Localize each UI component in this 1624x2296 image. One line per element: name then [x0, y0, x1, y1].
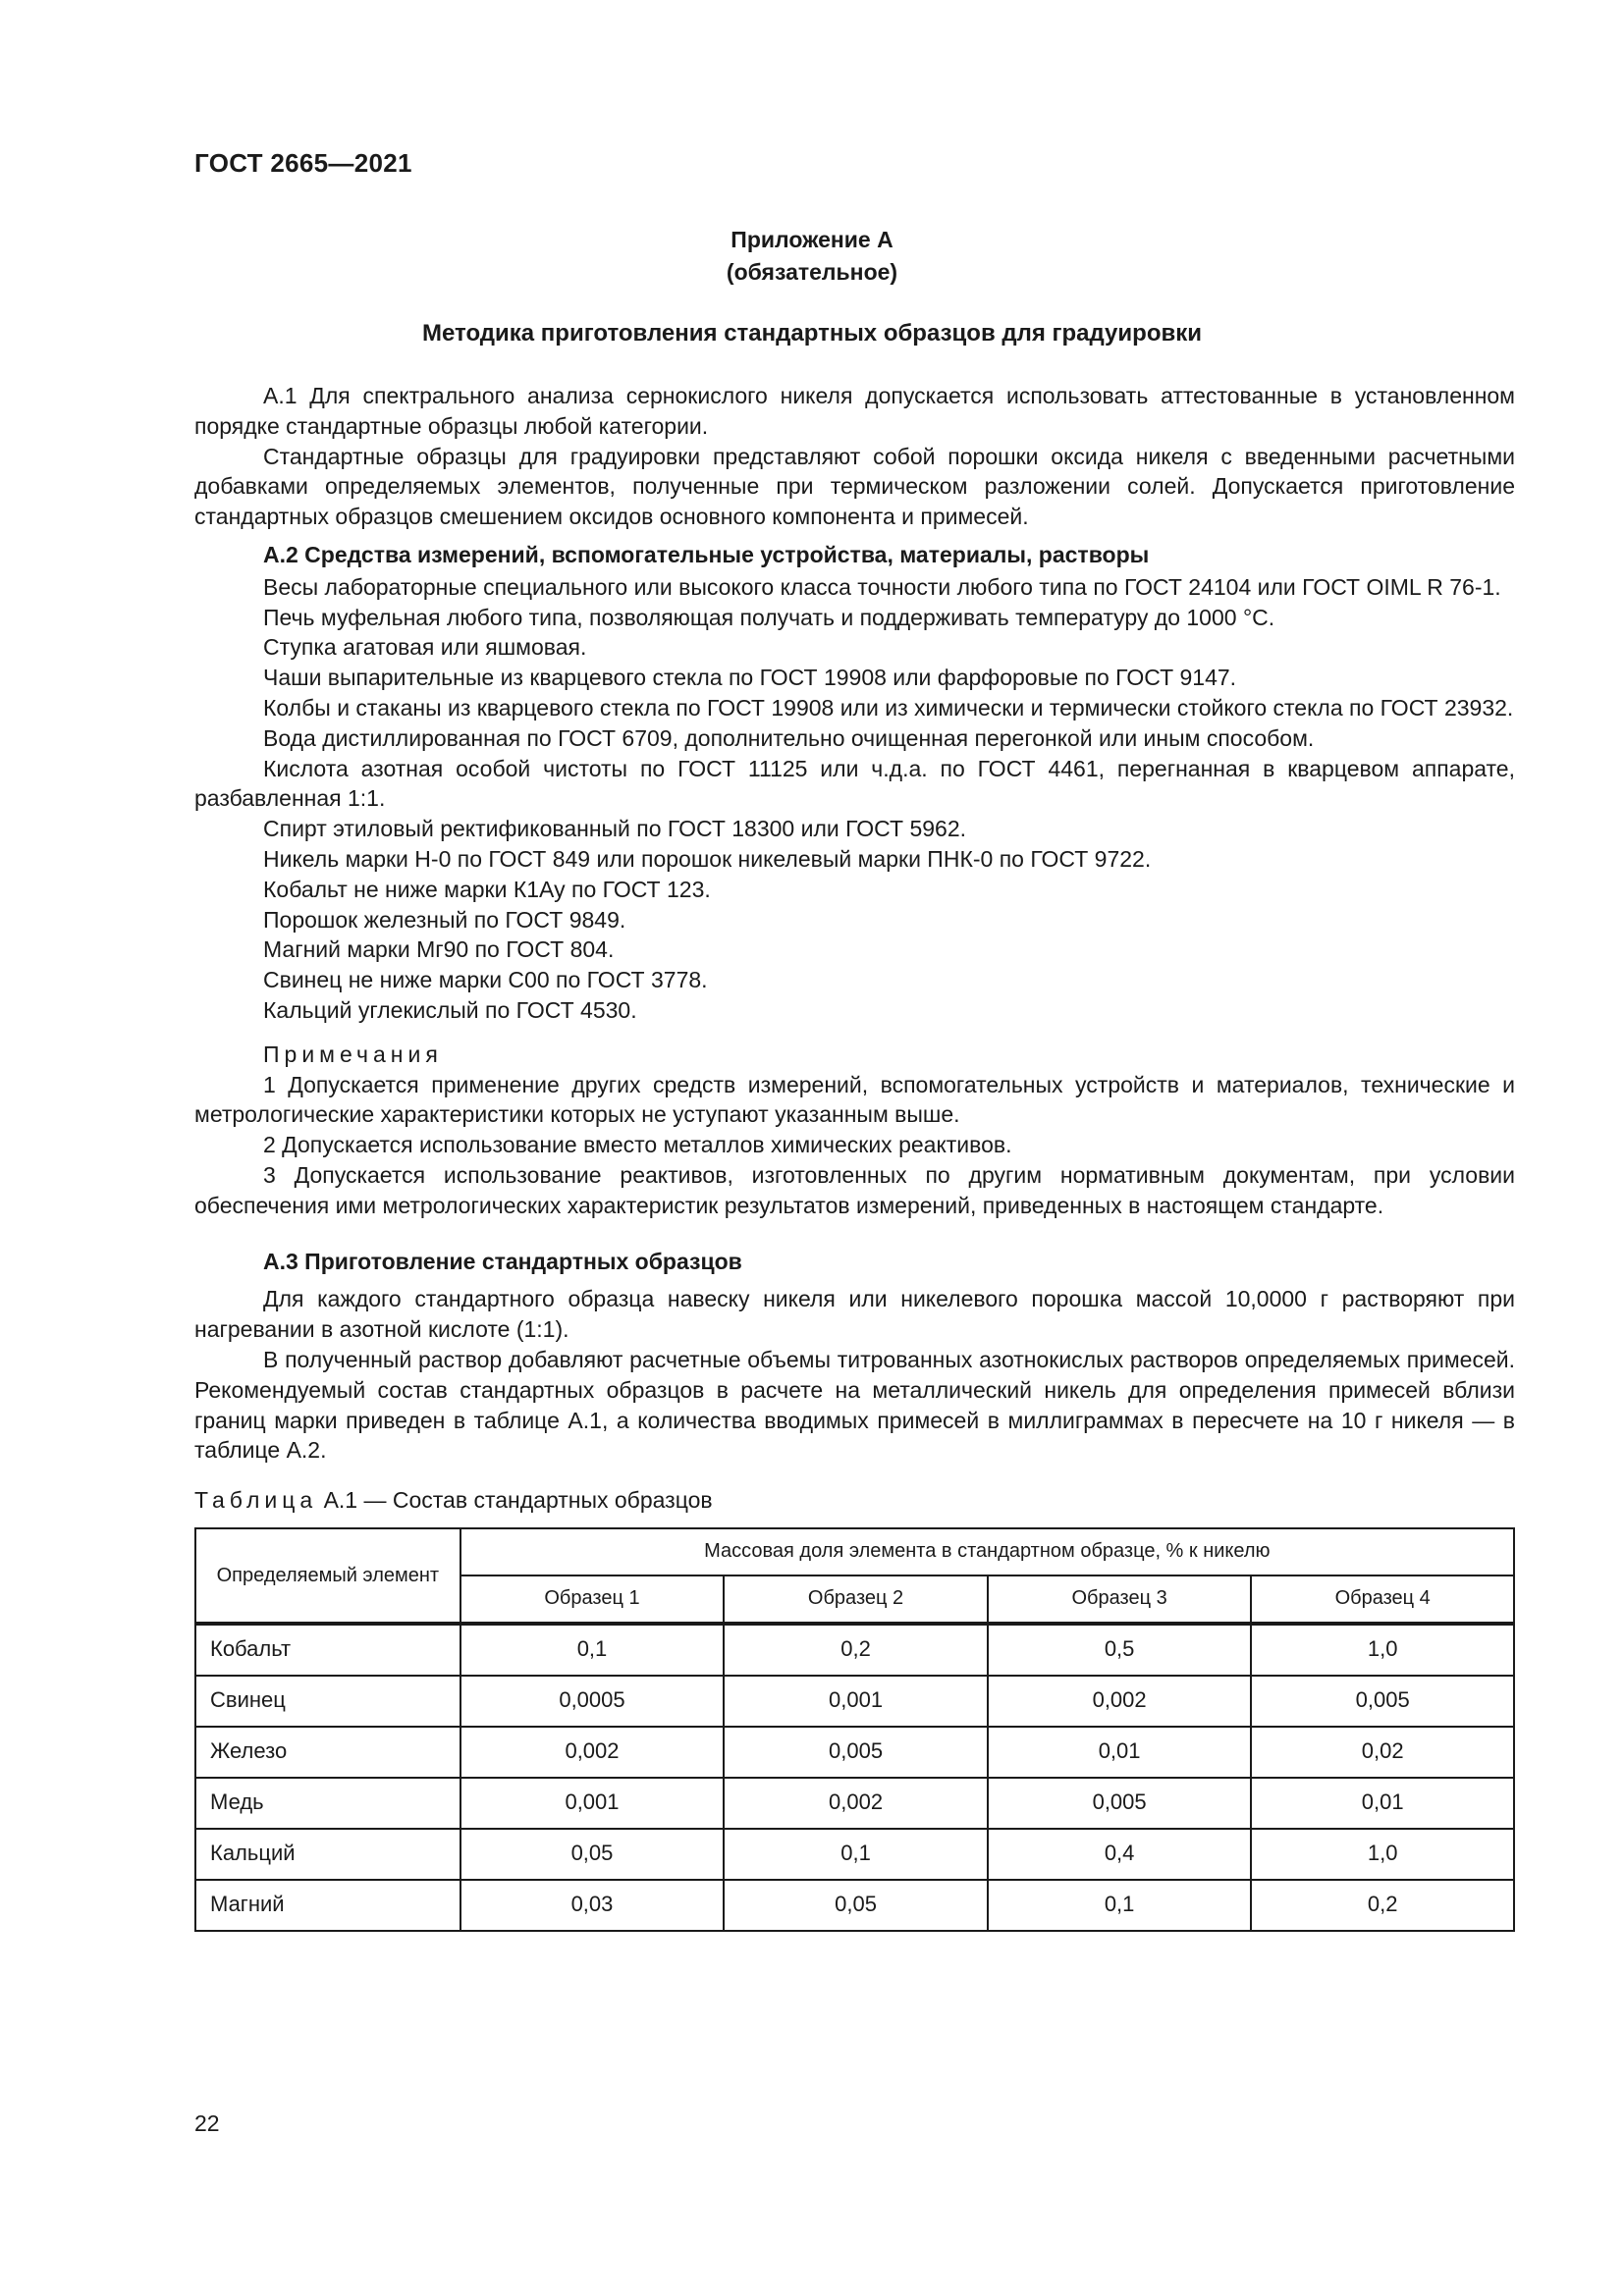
a2-item: Спирт этиловый ректификованный по ГОСТ 18300 или ГОСТ 5962.	[263, 816, 967, 842]
element-cell: Кальций	[195, 1829, 460, 1880]
value-cell: 0,2	[724, 1624, 988, 1676]
value-cell: 1,0	[1251, 1624, 1514, 1676]
a3-paragraph-1: Для каждого стандартного образца навеску никеля или никелевого порошка массой 10,0000 г растворяют при нагревании в азотной кислоте (1:1).	[194, 1286, 1515, 1343]
element-cell: Свинец	[195, 1676, 460, 1727]
a2-item: Свинец не ниже марки С00 по ГОСТ 3778.	[263, 967, 708, 993]
table-caption	[194, 1485, 1515, 1516]
value-cell: 0,002	[988, 1676, 1252, 1727]
table-row	[195, 1880, 1514, 1931]
composition-table	[194, 1527, 1515, 1932]
table-caption-label: Таблица	[194, 1487, 318, 1514]
annex-title-block	[0, 224, 1624, 289]
value-cell: 0,1	[988, 1880, 1252, 1931]
document-body	[194, 381, 1515, 1932]
method-title: Методика приготовления стандартных образцов для градуировки	[421, 320, 1202, 347]
a1-paragraph-1: А.1 Для спектрального анализа сернокислого никеля допускается использовать аттестованные в установленном порядке стандартные образцы любой категории.	[194, 383, 1515, 439]
annex-title: Приложение А	[731, 227, 893, 252]
a2-item: Ступка агатовая или яшмовая.	[263, 634, 587, 661]
value-cell: 0,05	[724, 1880, 988, 1931]
table-row	[195, 1676, 1514, 1727]
value-cell: 0,002	[460, 1727, 725, 1778]
value-cell: 0,001	[724, 1676, 988, 1727]
value-cell: 0,02	[1251, 1727, 1514, 1778]
value-cell: 0,002	[724, 1778, 988, 1829]
note-item: 3 Допускается использование реактивов, изготовленных по другим нормативным документам, при условии обеспечения ими метрологических характеристик результатов измерений, приведенных в настоящем стандарте.	[194, 1161, 1515, 1218]
table-row	[195, 1778, 1514, 1829]
a2-item: Кальций углекислый по ГОСТ 4530.	[263, 996, 637, 1023]
column-header-sample: Образец 1	[460, 1575, 725, 1624]
value-cell: 0,2	[1251, 1880, 1514, 1931]
element-cell: Железо	[195, 1727, 460, 1778]
table-row	[195, 1727, 1514, 1778]
element-cell: Кобальт	[195, 1624, 460, 1676]
column-header-sample: Образец 3	[988, 1575, 1252, 1624]
note-item: 1 Допускается применение других средств измерений, вспомогательных устройств и материалов, технические и метрологические характеристики которых не уступают указанным выше.	[194, 1071, 1515, 1128]
a3-heading: А.3 Приготовление стандартных образцов	[263, 1248, 742, 1274]
value-cell: 0,5	[988, 1624, 1252, 1676]
column-header-sample: Образец 4	[1251, 1575, 1514, 1624]
element-cell: Магний	[195, 1880, 460, 1931]
value-cell: 0,03	[460, 1880, 725, 1931]
column-header-element: Определяемый элемент	[195, 1528, 460, 1624]
a2-item: Чаши выпарительные из кварцевого стекла по ГОСТ 19908 или фарфоровые по ГОСТ 9147.	[263, 665, 1237, 691]
value-cell: 0,01	[1251, 1778, 1514, 1829]
value-cell: 0,1	[460, 1624, 725, 1676]
value-cell: 1,0	[1251, 1829, 1514, 1880]
a2-item: Весы лабораторные специального или высокого класса точности любого типа по ГОСТ 24104 или ГОСТ OIML R 76-1.	[263, 573, 1501, 600]
value-cell: 0,0005	[460, 1676, 725, 1727]
a2-item: Вода дистиллированная по ГОСТ 6709, дополнительно очищенная перегонкой или иным способом.	[263, 724, 1315, 751]
a3-paragraph-2: В полученный раствор добавляют расчетные объемы титрованных азотнокислых растворов определяемых примесей. Рекомендуемый состав стандартных образцов в расчете на металлический никель для определения примесей вблизи границ марки приведен в таблице А.1, а количества вводимых примесей в миллиграммах в пересчете на 10 г никеля — в таблице А.2.	[194, 1346, 1515, 1464]
note-item: 2 Допускается использование вместо металлов химических реактивов.	[263, 1132, 1012, 1158]
element-cell: Медь	[195, 1778, 460, 1829]
a2-item: Порошок железный по ГОСТ 9849.	[263, 906, 626, 933]
a2-item: Никель марки Н-0 по ГОСТ 849 или порошок никелевый марки ПНК-0 по ГОСТ 9722.	[263, 845, 1152, 872]
value-cell: 0,005	[1251, 1676, 1514, 1727]
table-caption-text: А.1 — Состав стандартных образцов	[323, 1487, 713, 1514]
a1-paragraph-2: Стандартные образцы для градуировки представляют собой порошки оксида никеля с введенными расчетными добавками определяемых элементов, полученные при термическом разложении солей. Допускается приготовление стандартных образцов смешением оксидов основного компонента и примесей.	[194, 443, 1515, 530]
value-cell: 0,4	[988, 1829, 1252, 1880]
a2-item: Печь муфельная любого типа, позволяющая получать и поддерживать температуру до 1000 °С.	[263, 604, 1275, 630]
value-cell: 0,005	[724, 1727, 988, 1778]
standard-code: ГОСТ 2665—2021	[194, 148, 412, 178]
table-row	[195, 1829, 1514, 1880]
value-cell: 0,005	[988, 1778, 1252, 1829]
annex-status: (обязательное)	[726, 259, 898, 285]
a2-item: Кислота азотная особой чистоты по ГОСТ 11125 или ч.д.а. по ГОСТ 4461, перегнанная в кварцевом аппарате, разбавленная 1:1.	[194, 755, 1515, 812]
table-row	[195, 1624, 1514, 1676]
a2-item: Магний марки Мг90 по ГОСТ 804.	[263, 936, 615, 963]
notes-heading: Примечания	[263, 1041, 443, 1067]
column-header-group: Массовая доля элемента в стандартном образце, % к никелю	[460, 1528, 1514, 1575]
page-number: 22	[194, 2110, 220, 2136]
value-cell: 0,05	[460, 1829, 725, 1880]
a2-item: Колбы и стаканы из кварцевого стекла по ГОСТ 19908 или из химически и термически стойкого стекла по ГОСТ 23932.	[263, 694, 1514, 721]
column-header-sample: Образец 2	[724, 1575, 988, 1624]
value-cell: 0,1	[724, 1829, 988, 1880]
value-cell: 0,01	[988, 1727, 1252, 1778]
value-cell: 0,001	[460, 1778, 725, 1829]
a2-heading: А.2 Средства измерений, вспомогательные устройства, материалы, растворы	[263, 541, 1150, 567]
a2-item: Кобальт не ниже марки К1Ау по ГОСТ 123.	[263, 876, 711, 902]
